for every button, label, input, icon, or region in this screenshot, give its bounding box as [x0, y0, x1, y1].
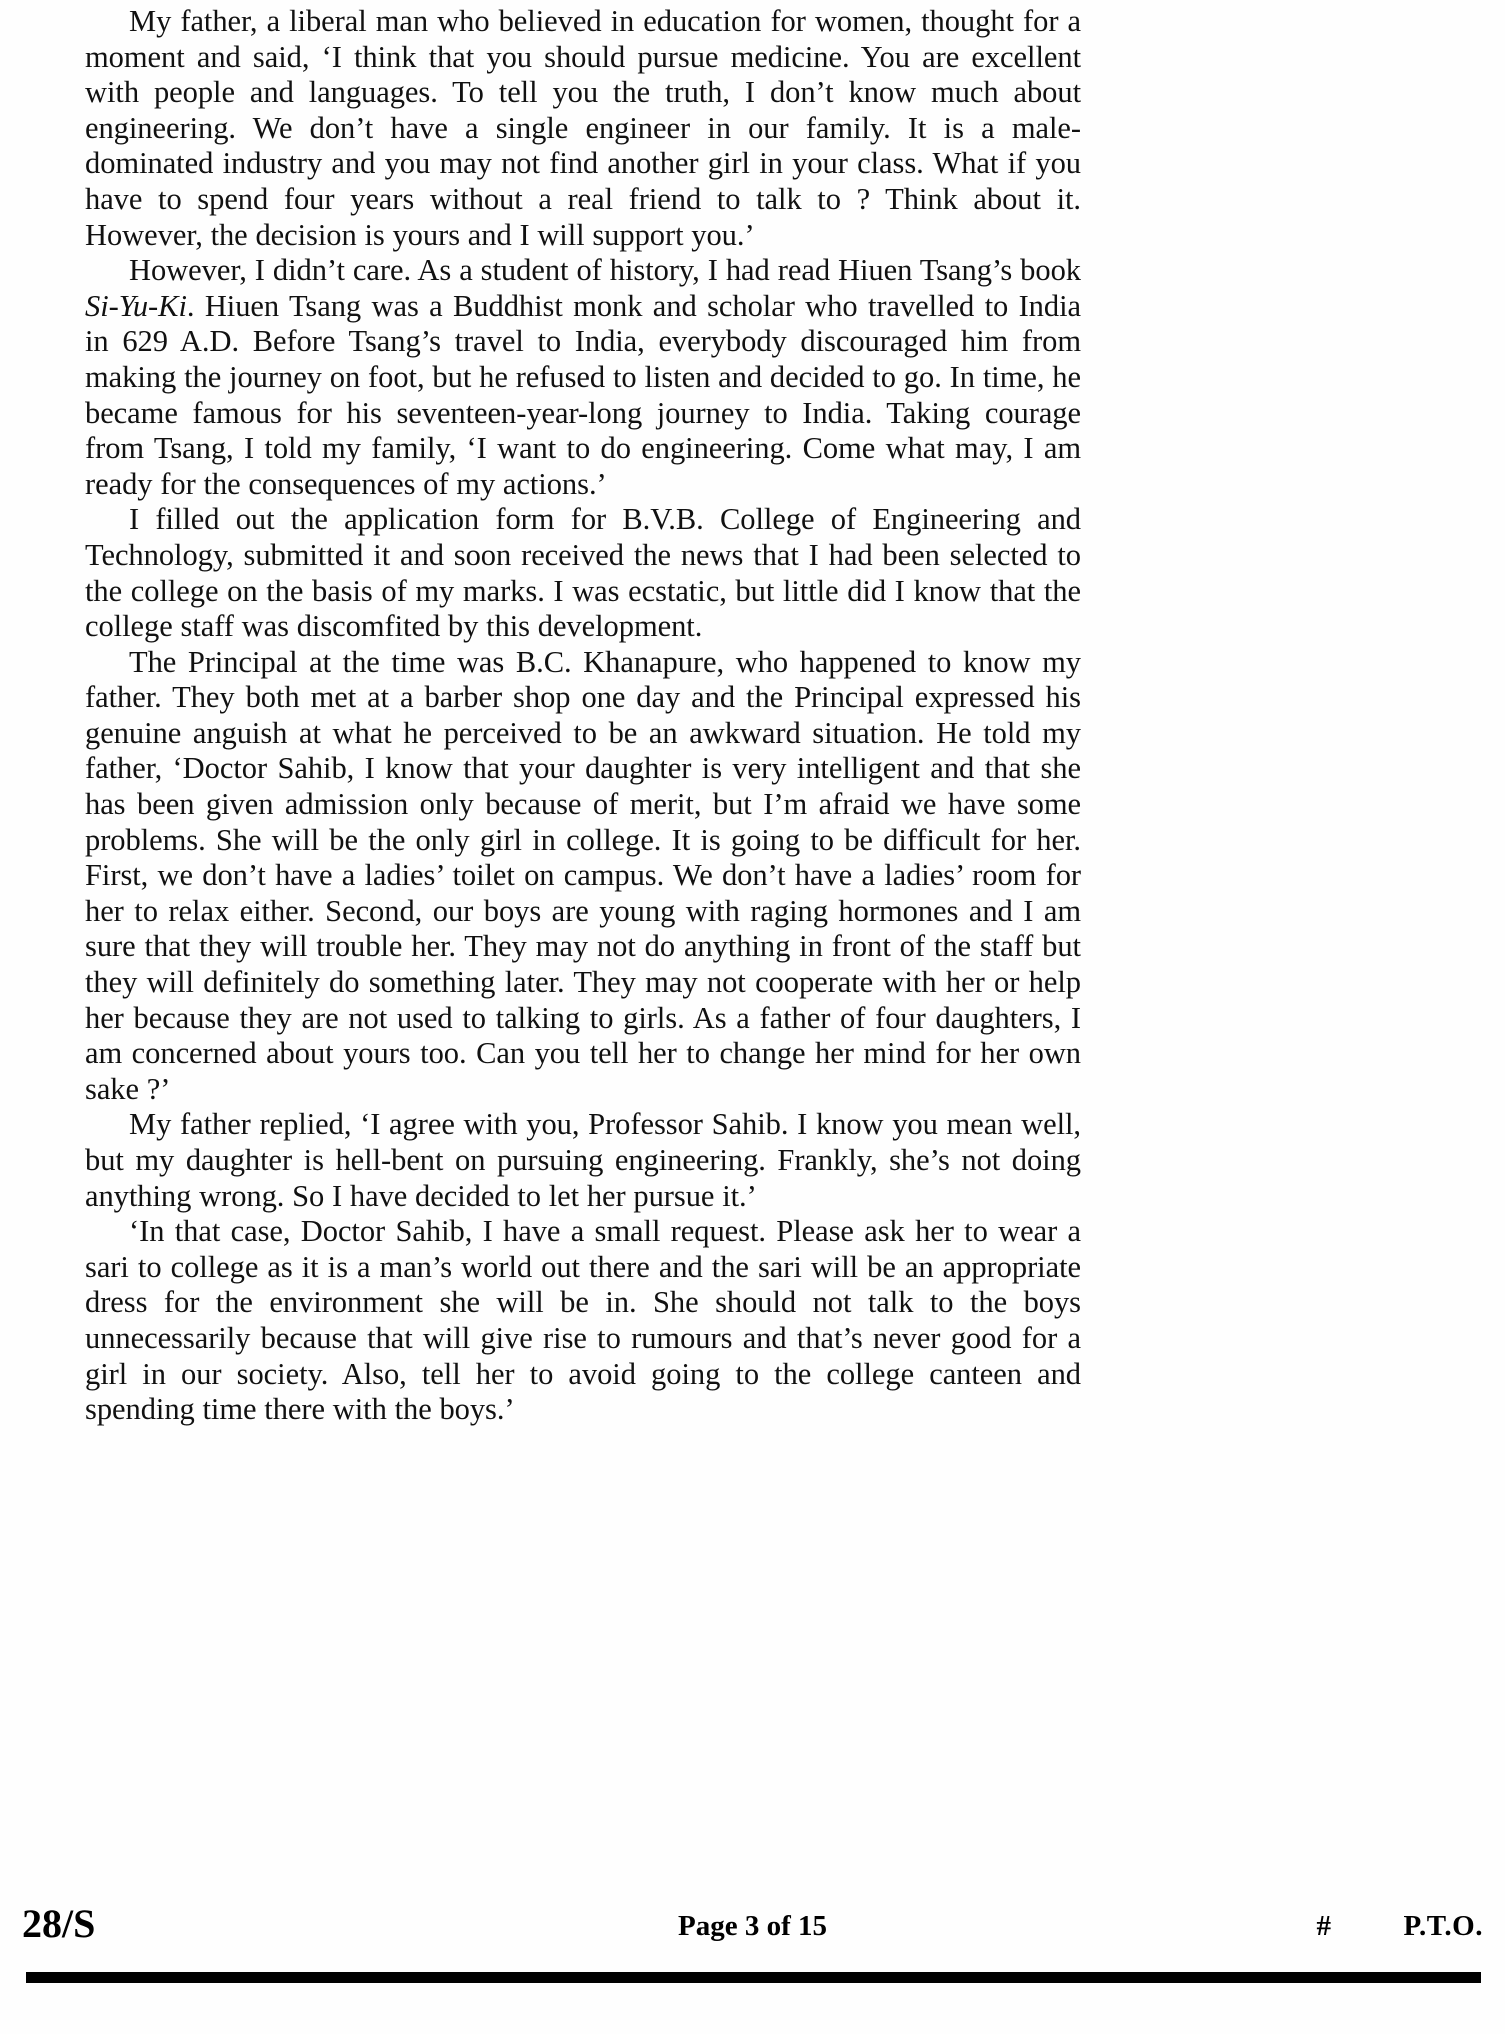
- footer-divider-rule: [26, 1972, 1481, 1983]
- document-body: [85, 4, 1081, 1428]
- footer-row: [22, 1900, 1483, 1952]
- paragraph-3: I filled out the application form for B.V.B. College of Engineering and Technology, submitted it and soon received the news that I had been selected to the college on the basis of my marks. I was ecstatic, but little did I know that the college staff was discomfited by this development.: [85, 502, 1081, 644]
- paragraph-6: ‘In that case, Doctor Sahib, I have a small request. Please ask her to wear a sari to college as it is a man’s world out there and the sari will be an appropriate dress for the environment she will be in. She should not talk to the boys unnecessarily because that will give rise to rumours and that’s never good for a girl in our society. Also, tell her to avoid going to the college canteen and spending time there with the boys.’: [85, 1214, 1081, 1427]
- page-footer: [0, 1900, 1505, 2000]
- paragraph-5: My father replied, ‘I agree with you, Professor Sahib. I know you mean well, but my daughter is hell-bent on pursuing engineering. Frankly, she’s not doing anything wrong. So I have decided to let her pursue it.’: [85, 1107, 1081, 1213]
- paragraph-2-text-before-italic: However, I didn’t care. As a student of history, I had read Hiuen Tsang’s book: [129, 253, 1081, 288]
- page-number-label: Page 3 of 15: [678, 1910, 827, 1942]
- paper-code: 28/S: [22, 1901, 96, 1946]
- paragraph-1: My father, a liberal man who believed in education for women, thought for a moment and said, ‘I think that you should pursue medicine. You are excellent with people and languages. To tell you the truth, I don’t know much about engineering. We don’t have a single engineer in our family. It is a male-dominated industry and you may not find another girl in your class. What if you have to spend four years without a real friend to talk to ? Think about it. However, the decision is yours and I will support you.’: [85, 4, 1081, 252]
- paragraph-2-text-after-italic: . Hiuen Tsang was a Buddhist monk and scholar who travelled to India in 629 A.D. Before Tsang’s travel to India, everybody discouraged him from making the journey on foot, but he refused to listen and decided to go. In time, he became famous for his seventeen-year-long journey to India. Taking courage from Tsang, I told my family, ‘I want to do engineering. Come what may, I am ready for the consequences of my actions.’: [85, 288, 1081, 501]
- paragraph-4: The Principal at the time was B.C. Khanapure, who happened to know my father. They both met at a barber shop one day and the Principal expressed his genuine anguish at what he perceived to be an awkward situation. He told my father, ‘Doctor Sahib, I know that your daughter is very intelligent and that she has been given admission only because of merit, but I’m afraid we have some problems. She will be the only girl in college. It is going to be difficult for her. First, we don’t have a ladies’ toilet on campus. We don’t have a ladies’ room for her to relax either. Second, our boys are young with raging hormones and I am sure that they will trouble her. They may not do anything in front of the staff but they will definitely do something later. They may not cooperate with her or help her because they are not used to talking to girls. As a father of four daughters, I am concerned about yours too. Can you tell her to change her mind for her own sake ?’: [85, 644, 1081, 1106]
- paragraph-2: [85, 253, 1081, 502]
- book-title-si-yu-ki: Si-Yu-Ki: [85, 288, 187, 323]
- turn-over-label: P.T.O.: [1403, 1910, 1483, 1942]
- hash-mark: #: [1316, 1910, 1331, 1942]
